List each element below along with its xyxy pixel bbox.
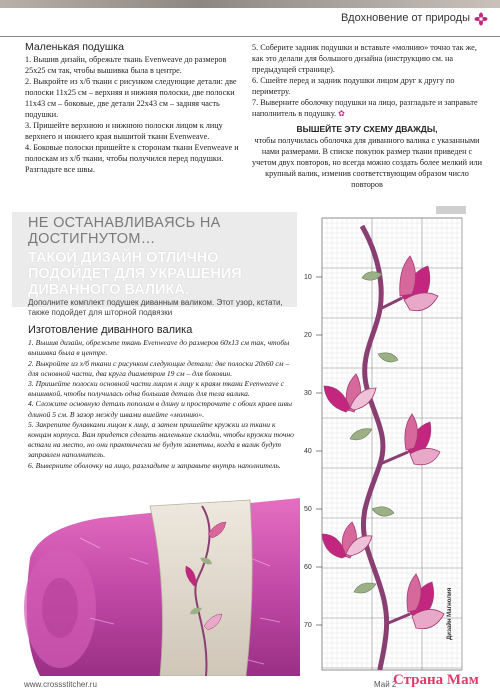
section-title: Вдохновение от природы: [340, 12, 470, 24]
step-item: 6. Сшейте перед и задник подушки лицом друг к другу по периметру.: [252, 76, 455, 96]
row-label: 40: [304, 448, 312, 455]
bolster-pillow-photo: [20, 498, 300, 676]
issue-label: Май 2: [374, 680, 397, 689]
row-label: 10: [304, 274, 312, 281]
row-label: 30: [304, 390, 312, 397]
promo-subtitle: ТАКОЙ ДИЗАЙН ОТЛИЧНО ПОДОЙДЕТ ДЛЯ УКРАШЕНИЯ ДИВАННОГО ВАЛИКА.: [28, 250, 242, 298]
small-pillow-column-cont: [252, 42, 482, 190]
step-item: 6. Выверните оболочку на лицо, разгладьте и заправьте внутрь наполнитель.: [28, 460, 281, 470]
step-item: 5. Закрепите булавками лицом к лицу, а затем пришейте кружки из ткани к концам корпуса. Вам придется сделать маленькие складки, чтобы кружки точно встали на место, но они практически не будут заметны, когда в валик будут заправлен наполнитель.: [28, 419, 294, 460]
header-rule: [0, 36, 500, 37]
note-body: чтобы получилась оболочка для диванного валика с указанными нами размерами. В списке покупок размер ткани приведен с учетом двух повторов, но всегда можно создать более мелкий или крупный валик, изменив соответствующим образом число повторов: [252, 136, 482, 189]
row-label: 50: [304, 506, 312, 513]
small-pillow-heading: Маленькая подушка: [25, 41, 124, 53]
step-item: 3. Пришейте полоски основной части лицом к лицу к краям ткани Evenweave с вышивкой, чтобы получилась одна большая деталь для тела валика.: [28, 379, 284, 399]
design-name-vertical: Дизайн Магнолия: [447, 587, 453, 640]
step-item: 3. Пришейте верхнюю и нижнюю полоски лицом к лицу верхнего и нижнего края вышитой ткани Evenweave.: [25, 121, 223, 141]
step-text: 7. Выверните оболочку подушки на лицо, разгладьте и заправьте наполнитель в подушку.: [252, 98, 478, 118]
step-item: 2. Выкройте из х/б ткани с рисунком следующие детали: две полоски 11x25 см – верхняя и нижняя полоски, две полоски 11x43 см – боковые, две детали 22x43 см – задняя часть подушки.: [25, 77, 237, 119]
step-item: 1. Вышив дизайн, обрежьте ткань Evenweave до размеров 60x13 см так, чтобы вышивка была в центре.: [28, 338, 290, 358]
site-url: www.crossstitcher.ru: [24, 680, 97, 689]
cross-stitch-chart: [300, 214, 468, 674]
row-label: 20: [304, 332, 312, 339]
chart-row-labels: [304, 274, 322, 629]
flower-icon: [474, 12, 488, 26]
heart-icon: ✿: [338, 109, 345, 118]
bolster-heading: Изготовление диванного валика: [28, 324, 193, 336]
step-item: 2. Выкройте из х/б ткани с рисунком следующие детали: две полоски 20x60 см – для основной части, два круга диаметром 19 см – для боковин.: [28, 358, 290, 378]
step-item: 1. Вышив дизайн, обрежьте ткань Evenweave до размеров 25x25 см так, чтобы вышивка была в центре.: [25, 55, 227, 75]
step-item: 4. Боковые полоски пришейте к сторонам ткани Evenweave и полоскам из х/б ткани, чтобы получился перед подушки. Разгладьте все швы.: [25, 143, 239, 174]
step-item: 5. Соберите задник подушки и вставьте «молнию» точно так же, как это делали для большого дизайна (инструкцию см. на предыдущей странице).: [252, 43, 477, 74]
row-label: 70: [304, 622, 312, 629]
promo-description: Дополните комплект подушек диванным валиком. Этот узор, кстати, также подойдет для шторной подвязки: [28, 298, 283, 317]
promo-title: НЕ ОСТАНАВЛИВАЯСЬ НА ДОСТИГНУТОМ…: [28, 215, 221, 247]
step-item: 4. Сложите основную деталь пополам в длину и прострочите с обоих краев швы длиной 5 см. В зазор между швами вшейте «молнию».: [28, 399, 293, 419]
small-pillow-column: [25, 42, 247, 175]
top-texture-bar: [0, 0, 500, 8]
chart-tab: [436, 206, 466, 214]
note-title: ВЫШЕЙТЕ ЭТУ СХЕМУ ДВАЖДЫ,: [296, 124, 438, 134]
bolster-instructions: [28, 325, 298, 471]
row-label: 60: [304, 564, 312, 571]
step-item: [252, 97, 482, 119]
watermark: Страна Мам: [393, 672, 479, 688]
